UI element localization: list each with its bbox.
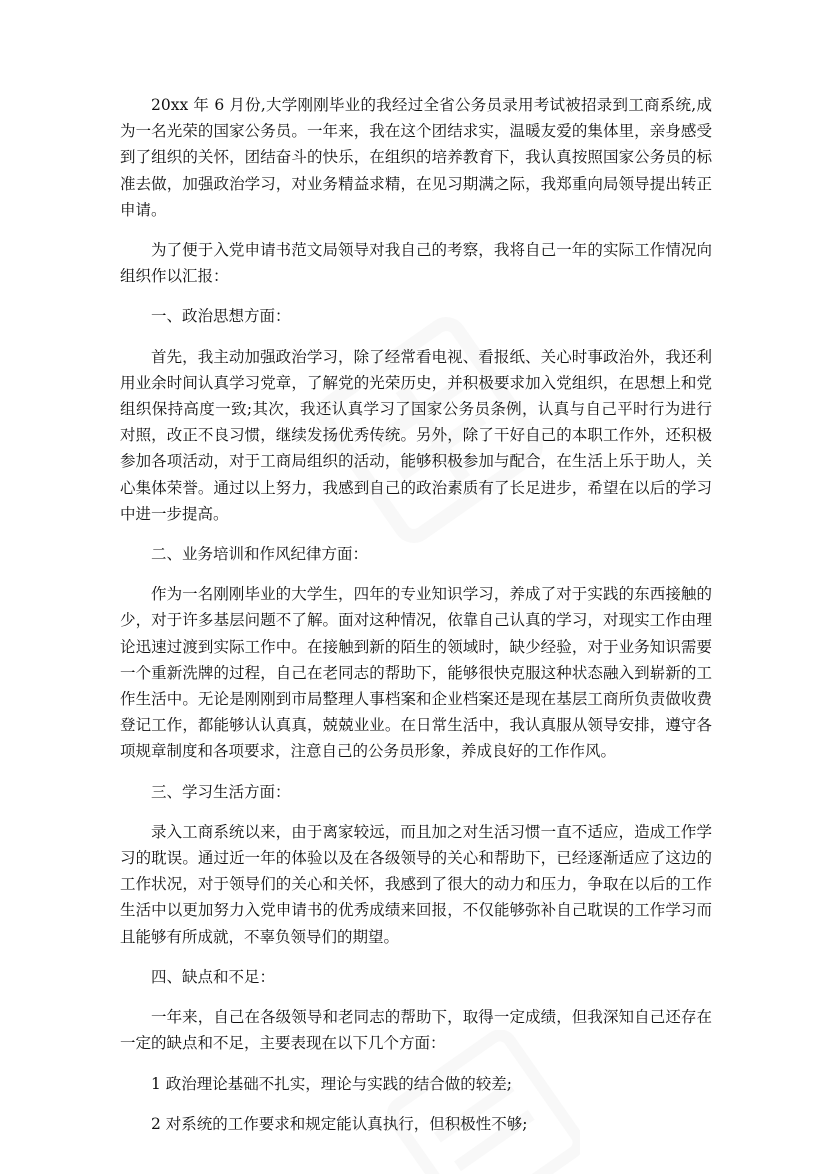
section-heading-study-life: 三、学习生活方面：: [151, 782, 291, 801]
shortcoming-item-1: 1 政治理论基础不扎实，理论与实践的结合做的较差;: [151, 1074, 513, 1093]
section-heading-shortcomings: 四、缺点和不足：: [151, 967, 276, 986]
section-heading-training: 二、业务培训和作风纪律方面：: [151, 545, 369, 564]
report-intro-paragraph: 为了便于入党申请书范文局领导对我自己的考察，我将自己一年的实际工作情况向组织作以汇报：: [120, 241, 712, 286]
document-body: [120, 92, 712, 1151]
section-heading-politics: 一、政治思想方面：: [151, 307, 291, 326]
study-life-paragraph: 录入工商系统以来，由于离家较远，而且加之对生活习惯一直不适应，造成工作学习的耽误。通过近一年的体验以及在各级领导的关心和帮助下，已经逐渐适应了这边的工作状况，对于领导们的关心和关怀，我感到了很大的动力和压力，争取在以后的工作生活中以更加努力入党申请书的优秀成绩来回报，不仅能够弥补自己耽误的工作学习而且能够有所成就，不辜负领导们的期望。: [120, 822, 712, 946]
shortcomings-paragraph: 一年来，自己在各级领导和老同志的帮助下，取得一定成绩，但我深知自己还存在一定的缺点和不足，主要表现在以下几个方面：: [120, 1008, 712, 1053]
shortcoming-item-2: 2 对系统的工作要求和规定能认真执行，但积极性不够;: [151, 1114, 528, 1133]
training-paragraph: 作为一名刚刚毕业的大学生，四年的专业知识学习，养成了对于实践的东西接触的少，对于许多基层问题不了解。面对这种情况，依靠自己认真的学习，对现实工作由理论迅速过渡到实际工作中。在接触到新的陌生的领域时，缺少经验，对于业务知识需要一个重新洗牌的过程，自己在老同志的帮助下，能够很快克服这种状态融入到崭新的工作生活中。无论是刚刚到市局整理人事档案和企业档案还是现在基层工商所负责做收费登记工作，都能够认认真真，兢兢业业。在日常生活中，我认真服从领导安排，遵守各项规章制度和各项要求，注意自己的公务员形象，养成良好的工作作风。: [120, 585, 712, 761]
intro-paragraph: 20xx 年 6 月份,大学刚刚毕业的我经过全省公务员录用考试被招录到工商系统,成为一名光荣的国家公务员。一年来，我在这个团结求实，温暖友爱的集体里，亲身感受到了组织的关怀，团结奋斗的快乐，在组织的培养教育下，我认真按照国家公务员的标准去做，加强政治学习，对业务精益求精，在见习期满之际，我郑重向局领导提出转正申请。: [120, 96, 712, 219]
politics-paragraph: 首先，我主动加强政治学习，除了经常看电视、看报纸、关心时事政治外，我还利用业余时间认真学习党章，了解党的光荣历史，并积极要求加入党组织，在思想上和党组织保持高度一致;其次，我还认真学习了国家公务员条例，认真与自己平时行为进行对照，改正不良习惯，继续发扬优秀传统。另外，除了干好自己的本职工作外，还积极参加各项活动，对于工商局组织的活动，能够积极参加与配合，在生活上乐于助人，关心集体荣誉。通过以上努力，我感到自己的政治素质有了长足进步，希望在以后的学习中进一步提高。: [120, 347, 712, 523]
